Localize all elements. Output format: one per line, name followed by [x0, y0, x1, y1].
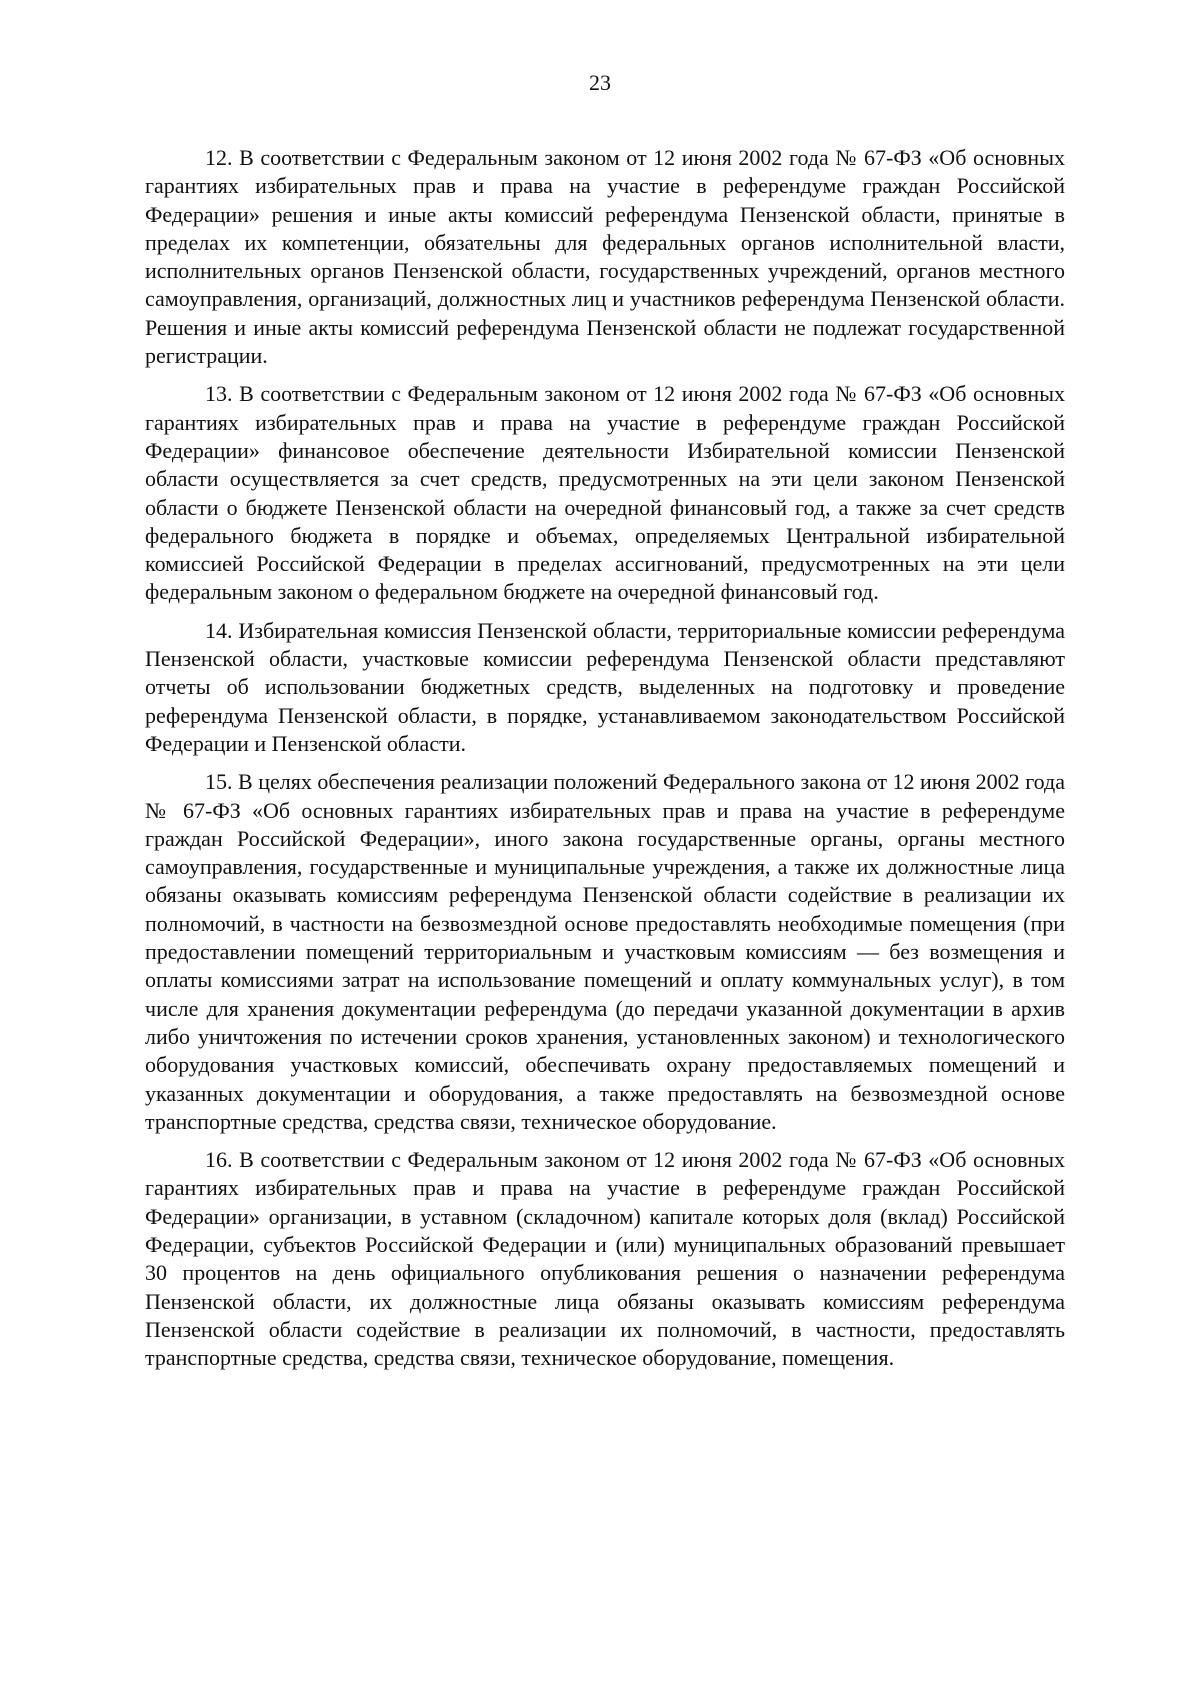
page-number: 23 [589, 70, 611, 95]
paragraph-12: 12. В соответствии с Федеральным законом от 12 июня 2002 года № 67-ФЗ «Об основных гарантиях избирательных прав и права на участие в референдуме граждан Российской Федерации» решения и иные акты комиссий референдума Пензенской области, принятые в пределах их компетенции, обязательны для федеральных органов исполнительной власти, исполнительных органов Пензенской области, государственных учреждений, органов местного самоуправления, организаций, должностных лиц и участников референдума Пензенской области. Решения и иные акты комиссий референдума Пензенской области не подлежат государственной регистрации. [145, 145, 1065, 369]
paragraph-14: 14. Избирательная комиссия Пензенской области, территориальные комиссии референдума Пензенской области, участковые комиссии референдума Пензенской области представляют отчеты об использовании бюджетных средств, выделенных на подготовку и проведение референдума Пензенской области, в порядке, устанавливаемом законодательством Российской Федерации и Пензенской области. [145, 617, 1065, 756]
document-body [145, 144, 1065, 1382]
paragraph-15: 15. В целях обеспечения реализации положений Федерального закона от 12 июня 2002 года № 67-ФЗ «Об основных гарантиях избирательных прав и права на участие в референдуме граждан Российской Федерации», иного закона государственные органы, органы местного самоуправления, государственные и муниципальные учреждения, а также их должностные лица обязаны оказывать комиссиям референдума Пензенской области содействие в реализации их полномочий, в частности на безвозмездной основе предоставлять необходимые помещения (при предоставлении помещений территориальным и участковым комиссиям — без возмещения и оплаты комиссиями затрат на использование помещений и оплату коммунальных услуг), в том числе для хранения документации референдума (до передачи указанной документации в архив либо уничтожения по истечении сроков хранения, установленных законом) и технологического оборудования участковых комиссий, обеспечивать охрану предоставляемых помещений и указанных документации и оборудования, а также предоставлять на безвозмездной основе транспортные средства, средства связи, техническое оборудование. [145, 769, 1065, 1134]
paragraph-16: 16. В соответствии с Федеральным законом от 12 июня 2002 года № 67-ФЗ «Об основных гарантиях избирательных прав и права на участие в референдуме граждан Российской Федерации» организации, в уставном (складочном) капитале которых доля (вклад) Российской Федерации, субъектов Российской Федерации и (или) муниципальных образований превышает 30 процентов на день официального опубликования решения о назначении референдума Пензенской области, их должностные лица обязаны оказывать комиссиям референдума Пензенской области содействие в реализации их полномочий, в частности, предоставлять транспортные средства, средства связи, техническое оборудование, помещения. [145, 1147, 1065, 1371]
paragraph-13: 13. В соответствии с Федеральным законом от 12 июня 2002 года № 67-ФЗ «Об основных гарантиях избирательных прав и права на участие в референдуме граждан Российской Федерации» финансовое обеспечение деятельности Избирательной комиссии Пензенской области осуществляется за счет средств, предусмотренных на эти цели законом Пензенской области о бюджете Пензенской области на очередной финансовый год, а также за счет средств федерального бюджета в порядке и объемах, определяемых Центральной избирательной комиссией Российской Федерации в пределах ассигнований, предусмотренных на эти цели федеральным законом о федеральном бюджете на очередной финансовый год. [145, 381, 1065, 605]
